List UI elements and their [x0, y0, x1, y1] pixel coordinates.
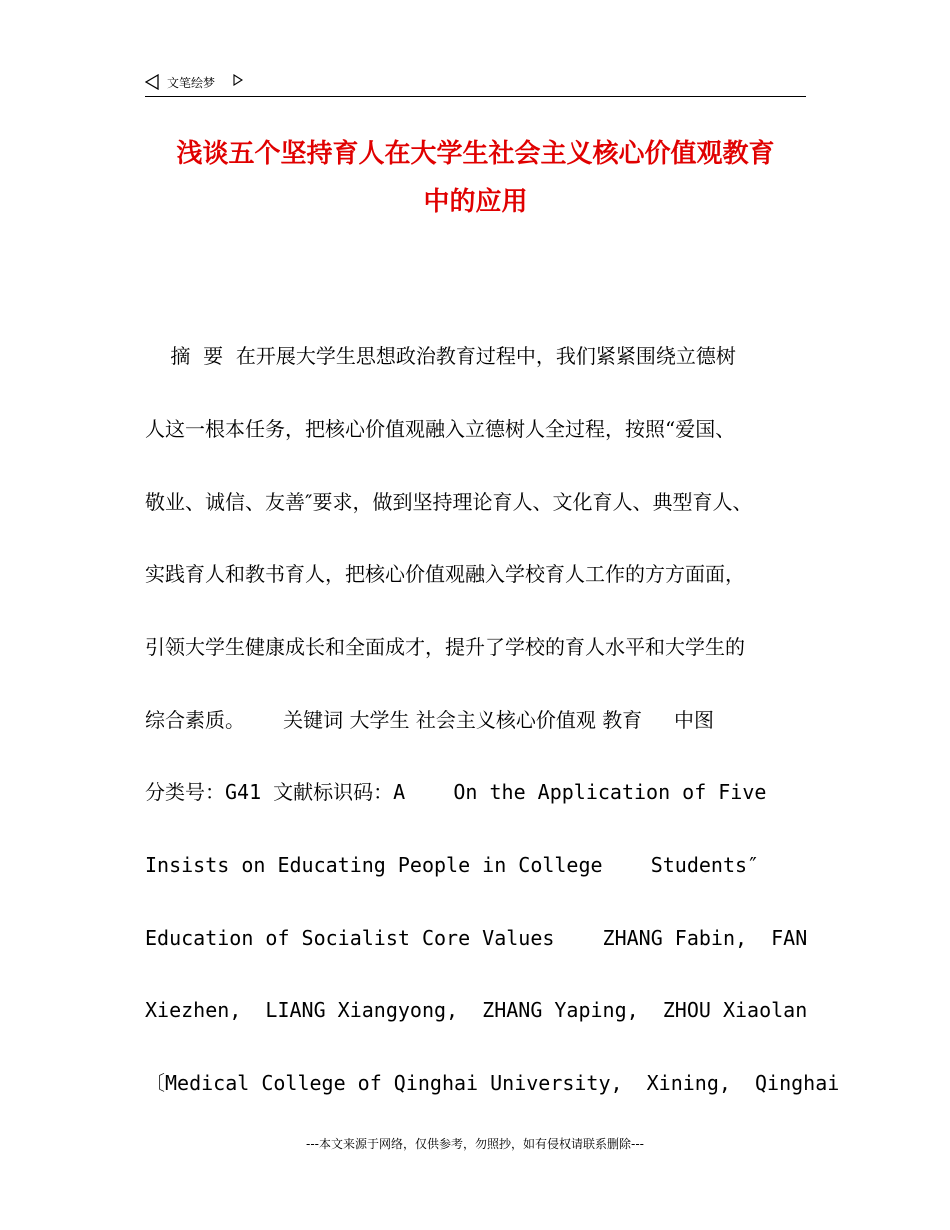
- title-line-1: 浅谈五个坚持育人在大学生社会主义核心价值观教育: [176, 139, 775, 169]
- triangle-right-icon: [233, 74, 243, 86]
- body-line: 引领大学生健康成长和全面成才，提升了学校的育人水平和大学生的: [145, 635, 745, 659]
- page-header: [145, 70, 806, 97]
- body-line: Xiezhen, LIANG Xiangyong, ZHANG Yaping, ZHOU Xiaolan: [145, 998, 808, 1022]
- body-line: 摘 要 在开展大学生思想政治教育过程中，我们紧紧围绕立德树: [145, 344, 736, 368]
- body-line: Insists on Educating People in College Students″: [145, 853, 760, 877]
- body-line: Education of Socialist Core Values ZHANG Fabin, FAN: [145, 926, 808, 950]
- title-line-2: 中的应用: [423, 187, 528, 217]
- body-line: 实践育人和教书育人，把核心价值观融入学校育人工作的方方面面，: [145, 562, 745, 586]
- document-title: [145, 130, 806, 226]
- page-footer: ---本文来源于网络，仅供参考，勿照抄，如有侵权请联系删除---: [306, 1137, 644, 1151]
- body-line: 人这一根本任务，把核心价值观融入立德树人全过程，按照“爱国、: [145, 417, 736, 441]
- body-line: 分类号：G41 文献标识码：A On the Application of Five: [145, 780, 767, 804]
- body-line: 敬业、诚信、友善″要求，做到坚持理论育人、文化育人、典型育人、: [145, 490, 753, 514]
- body-line: 综合素质。 关键词 大学生 社会主义核心价值观 教育 中图: [145, 708, 715, 732]
- header-label: 文笔绘梦: [167, 76, 216, 90]
- body-line: 〔Medical College of Qinghai University, Xining, Qinghai: [145, 1071, 840, 1095]
- triangle-left-icon: [145, 74, 159, 90]
